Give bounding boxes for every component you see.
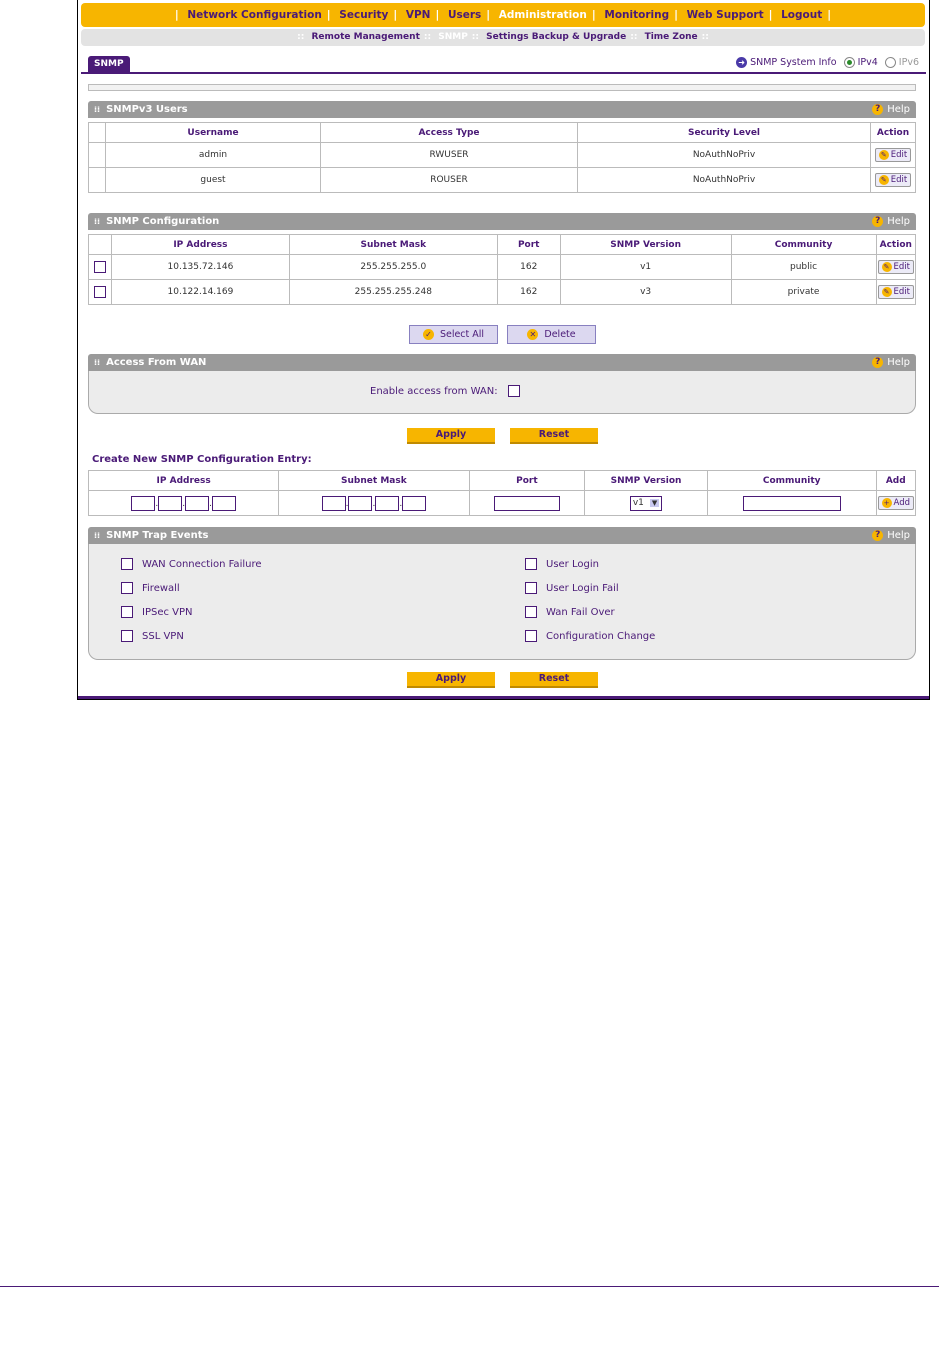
snmp-version-value: v1 <box>632 498 644 508</box>
trap-firewall[interactable] <box>121 582 180 594</box>
grip-icon: ⁞⁞ <box>94 105 101 114</box>
mask-octet-4-input[interactable] <box>402 496 426 511</box>
nav-logout[interactable]: Logout <box>781 9 823 21</box>
new-mask-cell: . . . <box>279 491 469 516</box>
apply-button[interactable]: Apply <box>407 428 495 444</box>
select-cell <box>89 280 112 305</box>
snmp-system-info-link[interactable]: SNMP System Info <box>750 57 837 68</box>
mask-octet-1-input[interactable] <box>322 496 346 511</box>
blank-cell <box>89 143 106 168</box>
trap-checkbox[interactable] <box>525 606 537 618</box>
snmpv3-users-title: SNMPv3 Users <box>106 104 188 115</box>
mask-octet-2-input[interactable] <box>348 496 372 511</box>
table-row <box>89 280 916 305</box>
edit-label: Edit <box>893 262 910 272</box>
trap-user-login-fail[interactable] <box>525 582 619 594</box>
enable-wan-label: Enable access from WAN: <box>370 385 498 397</box>
access-wan-help[interactable] <box>872 354 910 371</box>
trap-events-title: SNMP Trap Events <box>106 530 209 541</box>
help-icon: ? <box>872 104 883 115</box>
add-button[interactable] <box>878 496 914 510</box>
port-cell: 162 <box>497 255 560 280</box>
username-cell: guest <box>106 168 321 193</box>
main-frame <box>77 0 930 700</box>
table-header-row <box>89 471 916 491</box>
subnav-settings-backup[interactable]: Settings Backup & Upgrade <box>486 32 627 42</box>
apply-button[interactable]: Apply <box>407 672 495 688</box>
action-cell <box>871 143 916 168</box>
delete-button[interactable] <box>507 325 596 344</box>
help-label: Help <box>887 216 910 227</box>
trap-events-header <box>88 527 916 544</box>
sub-navigation: :: Remote Management :: SNMP :: Settings Backup & Upgrade :: Time Zone :: <box>81 29 925 46</box>
table-row <box>89 168 916 193</box>
action-cell <box>876 280 915 305</box>
action-cell <box>871 168 916 193</box>
grip-icon: ⁞⁞ <box>94 531 101 540</box>
blank-cell <box>89 168 106 193</box>
edit-label: Edit <box>893 287 910 297</box>
grip-icon: ⁞⁞ <box>94 358 101 367</box>
table-row <box>89 143 916 168</box>
trap-wan-connection-failure[interactable] <box>121 558 262 570</box>
nav-administration[interactable]: Administration <box>498 9 587 21</box>
trap-label: Wan Fail Over <box>546 606 615 618</box>
col-port: Port <box>497 235 560 255</box>
trap-checkbox[interactable] <box>121 630 133 642</box>
mask-octet-3-input[interactable] <box>375 496 399 511</box>
username-cell: admin <box>106 143 321 168</box>
trap-label: SSL VPN <box>142 630 184 642</box>
edit-label: Edit <box>890 175 908 185</box>
ipv6-radio[interactable] <box>885 57 896 68</box>
ip-octet-4-input[interactable] <box>212 496 236 511</box>
new-ip-cell: . . . <box>89 491 279 516</box>
nav-network-configuration[interactable]: Network Configuration <box>187 9 322 21</box>
reset-button[interactable]: Reset <box>510 428 598 444</box>
nav-monitoring[interactable]: Monitoring <box>604 9 670 21</box>
help-icon: ? <box>872 216 883 227</box>
ipv4-radio[interactable] <box>844 57 855 68</box>
reset-button[interactable]: Reset <box>510 672 598 688</box>
trap-checkbox[interactable] <box>121 558 133 570</box>
nav-security[interactable]: Security <box>339 9 389 21</box>
trap-checkbox[interactable] <box>525 630 537 642</box>
access-wan-header <box>88 354 916 371</box>
new-entry-table <box>88 470 916 516</box>
trap-label: User Login Fail <box>546 582 619 594</box>
edit-button[interactable] <box>875 173 911 187</box>
edit-button[interactable] <box>875 148 911 162</box>
add-label: Add <box>893 498 910 508</box>
snmp-config-help[interactable] <box>872 213 910 230</box>
col-community: Community <box>707 471 876 491</box>
help-icon: ? <box>872 357 883 368</box>
subnav-snmp[interactable]: SNMP <box>438 32 468 42</box>
table-row <box>89 255 916 280</box>
new-port-cell <box>469 491 585 516</box>
version-cell: v3 <box>560 280 731 305</box>
nav-web-support[interactable]: Web Support <box>686 9 764 21</box>
table-row <box>89 491 916 516</box>
version-cell: v1 <box>560 255 731 280</box>
mask-cell: 255.255.255.0 <box>289 255 497 280</box>
col-username: Username <box>106 123 321 143</box>
trap-events-help[interactable] <box>872 527 910 544</box>
snmp-config-table <box>88 234 916 305</box>
ip-octet-2-input[interactable] <box>158 496 182 511</box>
row-checkbox[interactable] <box>94 286 106 298</box>
wan-row <box>370 385 520 397</box>
trap-wan-fail-over[interactable] <box>525 606 615 618</box>
snmpv3-users-header <box>88 101 916 118</box>
trap-checkbox[interactable] <box>121 582 133 594</box>
ip-cell: 10.135.72.146 <box>111 255 289 280</box>
tab-underline <box>81 72 926 74</box>
page-bottom-rule <box>0 1286 939 1287</box>
new-entry-title: Create New SNMP Configuration Entry: <box>92 454 312 465</box>
col-action: Action <box>871 123 916 143</box>
new-community-cell <box>707 491 876 516</box>
port-input[interactable] <box>494 496 560 511</box>
nav-users[interactable]: Users <box>447 9 482 21</box>
col-ip-address: IP Address <box>111 235 289 255</box>
trap-ipsec-vpn[interactable] <box>121 606 193 618</box>
snmpv3-help[interactable] <box>872 101 910 118</box>
frame-bottom-bar <box>78 696 929 699</box>
access-wan-title: Access From WAN <box>106 357 207 368</box>
table-header-row <box>89 235 916 255</box>
subnav-remote-management[interactable]: Remote Management <box>311 32 420 42</box>
snmp-config-title: SNMP Configuration <box>106 216 220 227</box>
plus-icon: + <box>882 498 892 508</box>
access-wan-panel <box>88 371 916 414</box>
access-type-cell: ROUSER <box>321 168 578 193</box>
grip-icon: ⁞⁞ <box>94 217 101 226</box>
ipv6-label: IPv6 <box>898 57 919 68</box>
community-cell: public <box>731 255 876 280</box>
ip-octet-3-input[interactable] <box>185 496 209 511</box>
system-info-bar <box>736 57 919 68</box>
col-snmp-version: SNMP Version <box>560 235 731 255</box>
help-label: Help <box>887 530 910 541</box>
edit-button[interactable] <box>878 285 914 299</box>
trap-label: IPSec VPN <box>142 606 193 618</box>
help-label: Help <box>887 104 910 115</box>
trap-checkbox[interactable] <box>121 606 133 618</box>
trap-ssl-vpn[interactable] <box>121 630 184 642</box>
trap-configuration-change[interactable] <box>525 630 655 642</box>
select-cell <box>89 255 112 280</box>
tab-snmp[interactable]: SNMP <box>88 56 130 72</box>
subnav-time-zone[interactable]: Time Zone <box>644 32 698 42</box>
col-add: Add <box>876 471 915 491</box>
trap-checkbox[interactable] <box>525 558 537 570</box>
community-input[interactable] <box>743 496 841 511</box>
trap-checkbox[interactable] <box>525 582 537 594</box>
row-checkbox[interactable] <box>94 261 106 273</box>
check-icon: ✓ <box>423 329 434 340</box>
trap-label: User Login <box>546 558 599 570</box>
help-label: Help <box>887 357 910 368</box>
col-subnet-mask: Subnet Mask <box>279 471 469 491</box>
edit-button[interactable] <box>878 260 914 274</box>
col-port: Port <box>469 471 585 491</box>
snmp-config-header <box>88 213 916 230</box>
col-ip-address: IP Address <box>89 471 279 491</box>
trap-user-login[interactable] <box>525 558 599 570</box>
mask-cell: 255.255.255.248 <box>289 280 497 305</box>
arrow-right-icon: ➜ <box>736 57 747 68</box>
trap-label: Configuration Change <box>546 630 656 642</box>
col-security-level: Security Level <box>578 123 871 143</box>
edit-label: Edit <box>890 150 908 160</box>
pencil-icon: ✎ <box>879 175 889 185</box>
action-cell <box>876 255 915 280</box>
ipv4-label: IPv4 <box>857 57 878 68</box>
select-col <box>89 235 112 255</box>
new-version-cell <box>585 491 708 516</box>
community-cell: private <box>731 280 876 305</box>
ip-octet-1-input[interactable] <box>131 496 155 511</box>
status-bar <box>88 84 916 91</box>
col-action: Action <box>876 235 915 255</box>
top-navigation: | Network Configuration | Security | VPN | Users | Administration | Monitoring | Web Support | Logout | <box>81 3 925 27</box>
col-access-type: Access Type <box>321 123 578 143</box>
pencil-icon: ✎ <box>882 287 892 297</box>
snmpv3-users-table <box>88 122 916 193</box>
delete-label: Delete <box>544 329 576 340</box>
snmp-version-select[interactable] <box>630 496 662 511</box>
enable-wan-checkbox[interactable] <box>508 385 520 397</box>
delete-icon: ✕ <box>527 329 538 340</box>
blank-col <box>89 123 106 143</box>
trap-label: WAN Connection Failure <box>142 558 262 570</box>
port-cell: 162 <box>497 280 560 305</box>
security-level-cell: NoAuthNoPriv <box>578 143 871 168</box>
help-icon: ? <box>872 530 883 541</box>
new-add-cell <box>876 491 915 516</box>
col-subnet-mask: Subnet Mask <box>289 235 497 255</box>
select-all-label: Select All <box>439 329 485 340</box>
ip-cell: 10.122.14.169 <box>111 280 289 305</box>
pencil-icon: ✎ <box>882 262 892 272</box>
access-type-cell: RWUSER <box>321 143 578 168</box>
pencil-icon: ✎ <box>879 150 889 160</box>
security-level-cell: NoAuthNoPriv <box>578 168 871 193</box>
col-community: Community <box>731 235 876 255</box>
col-snmp-version: SNMP Version <box>585 471 708 491</box>
nav-vpn[interactable]: VPN <box>405 9 431 21</box>
chevron-down-icon: ▼ <box>651 499 658 507</box>
table-header-row <box>89 123 916 143</box>
trap-label: Firewall <box>142 582 180 594</box>
select-all-button[interactable] <box>409 325 498 344</box>
